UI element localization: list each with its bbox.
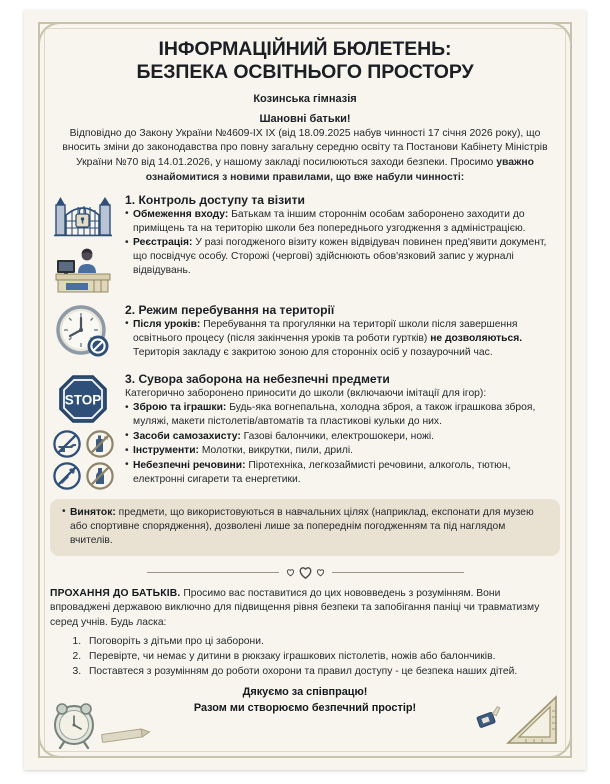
no-bottle-icon bbox=[85, 461, 115, 491]
bullet-label: Обмеження входу: bbox=[133, 208, 229, 220]
title-line-1: ІНФОРМАЦІЙНИЙ БЮЛЕТЕНЬ: bbox=[158, 38, 452, 60]
intro-paragraph bbox=[50, 127, 560, 186]
bullet-registration bbox=[125, 236, 560, 278]
section-1-heading: 1. Контроль доступу та візити bbox=[125, 192, 305, 207]
section-access-control bbox=[50, 193, 560, 297]
appeal-step-3: 3. Поставтеся з розумінням до роботи охорони та правил доступу - це безпека наших дітей. bbox=[84, 665, 560, 679]
bullet-text: Газові балончики, електрошокери, ножі. bbox=[240, 430, 434, 442]
poster-sheet bbox=[24, 10, 586, 770]
section-3-body bbox=[125, 372, 560, 487]
appeal-step-1: 1. Поговоріть з дітьми про ці заборони. bbox=[84, 635, 560, 649]
section-1-bullets bbox=[125, 208, 560, 279]
section-2-body bbox=[125, 303, 560, 360]
exception-paragraph bbox=[62, 506, 548, 548]
closing-line-1: Дякуємо за співпрацю! bbox=[242, 686, 368, 699]
bullet-emphasis: не дозволяються. bbox=[430, 332, 523, 344]
bullet-text: Будь-яка вогнепальна, холодна зброя, а також іграшкова зброя, муляжі, макети пістолетів/автоматів та пластикові кульки до них. bbox=[133, 402, 536, 428]
locked-gate-icon bbox=[54, 195, 112, 237]
parents-appeal bbox=[50, 587, 560, 630]
bullet-label: Засоби самозахисту: bbox=[133, 430, 241, 442]
clock-prohibited-icon bbox=[54, 305, 112, 357]
bullet-hazardous-substances bbox=[125, 459, 560, 487]
exception-callout bbox=[50, 499, 560, 556]
section-territory-rules bbox=[50, 303, 560, 365]
no-weapons-icon bbox=[52, 429, 82, 459]
bullet-label: Реєстрація: bbox=[133, 237, 193, 249]
section-3-lead: Категорично заборонено приносити до школи (включаючи імітації для ігор): bbox=[125, 387, 487, 399]
poster-title bbox=[50, 32, 560, 84]
bullet-tools bbox=[125, 444, 560, 458]
intro-text: Відповідно до Закону України №4609-IX IX (від 18.09.2025 набув чинності 17 січня 2026 року), що вносить зміни до законодавства про повну загальну середню освіту та Постанови Кабінету Міністрів України №70 від 14.01.2026, у нашому закладі посилюються заходи безпеки. Просимо bbox=[62, 127, 548, 169]
bullet-label: Після уроків: bbox=[133, 318, 201, 330]
heart-divider bbox=[50, 565, 560, 580]
salutation: Шановні батьки! bbox=[259, 112, 351, 125]
bullet-text: Піротехніка, легкозаймисті речовини, алкоголь, тютюн, електронні сигарети та енергетики. bbox=[133, 459, 511, 485]
bullet-text: Перебування та прогулянки на території школи після завершення освітнього процесу (після закінчення уроків та роботи гуртків) bbox=[133, 318, 518, 344]
section-3-bullets bbox=[125, 401, 560, 487]
sections-list bbox=[50, 193, 560, 491]
section-2-heading: 2. Режим перебування на території bbox=[125, 302, 335, 317]
section-3-icons bbox=[50, 372, 116, 491]
bullet-text: Молотки, викрутки, пили, дрилі. bbox=[198, 445, 353, 457]
appeal-step-2: 2. Перевірте, чи немає у дитини в рюкзаку іграшкових пістолетів, ножів або балончиків. bbox=[84, 650, 560, 664]
bullet-label: Зброю та іграшки: bbox=[133, 402, 227, 414]
appeal-steps bbox=[84, 635, 560, 679]
section-1-icons bbox=[50, 193, 116, 297]
stop-sign-icon bbox=[58, 374, 108, 424]
section-3-heading: 3. Сувора заборона на небезпечні предмети bbox=[125, 371, 390, 386]
bullet-weapons-toys bbox=[125, 401, 560, 429]
closing-message bbox=[50, 685, 560, 716]
bullet-self-defense bbox=[125, 430, 560, 444]
closing-line-2: Разом ми створюємо безпечний простір! bbox=[193, 701, 417, 714]
no-spray-icon bbox=[85, 429, 115, 459]
appeal-text: Просимо вас поставитися до цих нововведень з розумінням. Вони впроваджені державою виключно для підвищення рівня безпеки та запобігання паніці чи травматизму серед учнів. Будь ласка: bbox=[50, 587, 540, 628]
intro-bold-tail: уважно ознайомитися з новими правилами, що вже набули чинності: bbox=[145, 157, 535, 183]
svg-text:STOP: STOP bbox=[64, 392, 102, 408]
bullet-label: Небезпечні речовини: bbox=[133, 459, 246, 471]
heart-icon-small-left bbox=[286, 568, 295, 577]
divider-hearts bbox=[286, 565, 325, 580]
heart-icon-large-center bbox=[298, 565, 313, 580]
title-line-2: БЕЗПЕКА ОСВІТНЬОГО ПРОСТОРУ bbox=[136, 60, 474, 83]
section-1-body bbox=[125, 193, 560, 279]
no-tools-icon bbox=[52, 461, 82, 491]
section-2-bullets bbox=[125, 318, 560, 360]
bullet-label: Інструменти: bbox=[133, 445, 199, 457]
bullet-text: У разі погодженого візиту кожен відвідувач повинен пред'явити документ, що посвідчує особу. Сторожі (чергові) здійснюють обов'язковий запис у журналі відвідувань. bbox=[133, 237, 547, 277]
prohibition-icon-grid bbox=[52, 429, 115, 491]
organization-name: Козинська гімназія bbox=[253, 92, 357, 105]
divider-rule-left bbox=[147, 572, 279, 573]
section-2-icons bbox=[50, 303, 116, 365]
bullet-after-lessons bbox=[125, 318, 560, 360]
exception-label: Виняток: bbox=[70, 506, 116, 518]
bullet-text: Батькам та іншим стороннім особам заборонено заходити до приміщень та на територію школи без попереднього узгодження з адміністрацією. bbox=[133, 208, 526, 234]
poster-content bbox=[50, 32, 560, 750]
exception-text: предмети, що використовуються в навчальних цілях (наприклад, експонати для музею або спортивне спорядження), дозволені лише за попереднім погодженням та під наглядом вчителів. bbox=[70, 506, 534, 546]
bullet-entry-restriction bbox=[125, 208, 560, 236]
heart-icon-small-right bbox=[316, 568, 325, 577]
divider-rule-right bbox=[332, 572, 464, 573]
appeal-heading: ПРОХАННЯ ДО БАТЬКІВ. bbox=[50, 587, 181, 599]
bullet-tail: Територія закладу є закритою зоною для сторонніх осіб у позаурочний час. bbox=[133, 346, 493, 358]
reception-desk-icon bbox=[54, 247, 112, 293]
section-prohibited-items bbox=[50, 372, 560, 491]
